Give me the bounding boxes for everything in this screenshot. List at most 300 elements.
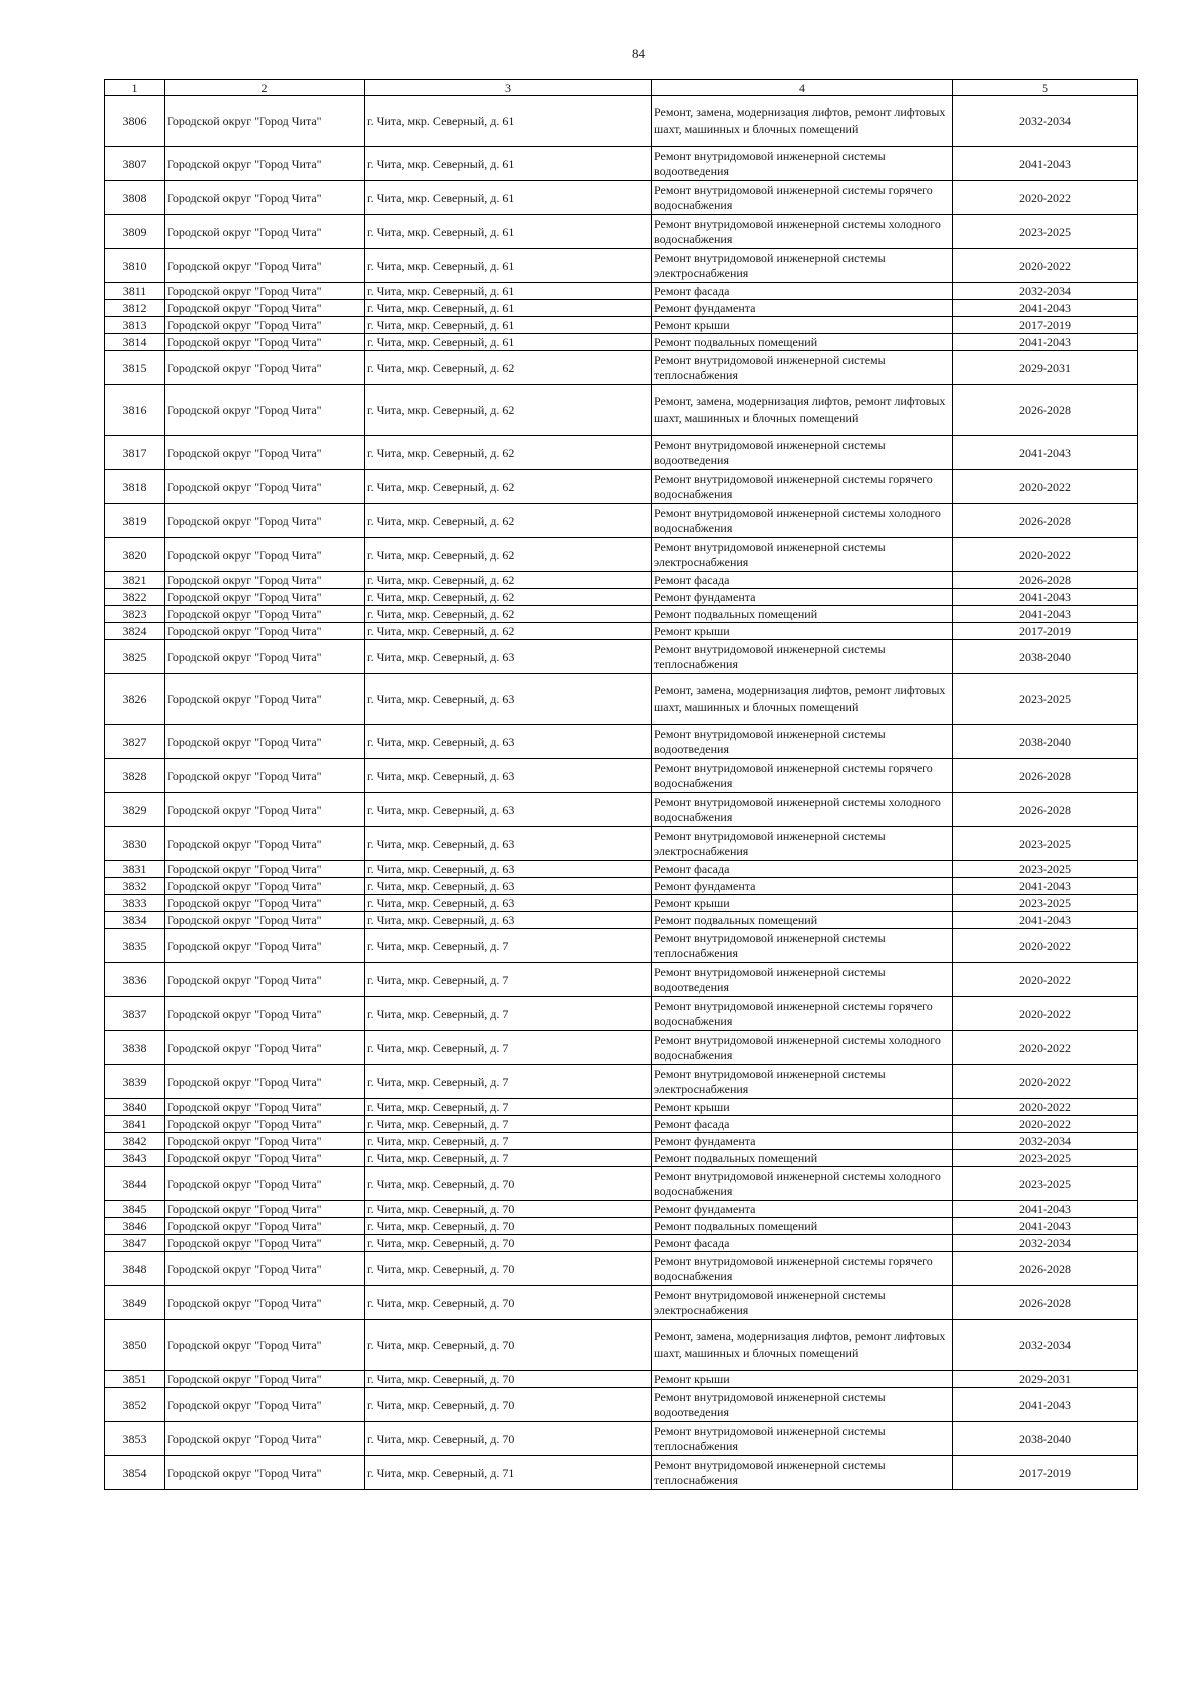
- table-row: [105, 878, 1138, 895]
- table-row: [105, 759, 1138, 793]
- table-row: [105, 351, 1138, 385]
- district-cell: Городской округ "Город Чита": [165, 827, 365, 861]
- work-type-cell: Ремонт подвальных помещений: [652, 334, 953, 351]
- row-number: 3814: [105, 334, 165, 351]
- period-cell: 2041-2043: [953, 436, 1138, 470]
- address-cell: г. Чита, мкр. Северный, д. 62: [365, 606, 652, 623]
- work-type-cell: Ремонт внутридомовой инженерной системы горячего водоснабжения: [652, 997, 953, 1031]
- table-row: [105, 725, 1138, 759]
- table-row: [105, 572, 1138, 589]
- row-number: 3808: [105, 181, 165, 215]
- work-type-cell: Ремонт внутридомовой инженерной системы теплоснабжения: [652, 351, 953, 385]
- column-header: 2: [165, 80, 365, 96]
- table-row: [105, 385, 1138, 436]
- period-cell: 2041-2043: [953, 912, 1138, 929]
- work-type-cell: Ремонт фундамента: [652, 300, 953, 317]
- table-row: [105, 929, 1138, 963]
- address-cell: г. Чита, мкр. Северный, д. 70: [365, 1167, 652, 1201]
- table-row: [105, 912, 1138, 929]
- district-cell: Городской округ "Город Чита": [165, 997, 365, 1031]
- table-row: [105, 674, 1138, 725]
- work-type-cell: Ремонт внутридомовой инженерной системы электроснабжения: [652, 827, 953, 861]
- district-cell: Городской округ "Город Чита": [165, 1218, 365, 1235]
- district-cell: Городской округ "Город Чита": [165, 640, 365, 674]
- work-type-cell: Ремонт фундамента: [652, 1201, 953, 1218]
- row-number: 3806: [105, 96, 165, 147]
- district-cell: Городской округ "Город Чита": [165, 929, 365, 963]
- row-number: 3824: [105, 623, 165, 640]
- address-cell: г. Чита, мкр. Северный, д. 61: [365, 317, 652, 334]
- table-row: [105, 1133, 1138, 1150]
- work-type-cell: Ремонт внутридомовой инженерной системы водоотведения: [652, 436, 953, 470]
- district-cell: Городской округ "Город Чита": [165, 1235, 365, 1252]
- row-number: 3831: [105, 861, 165, 878]
- address-cell: г. Чита, мкр. Северный, д. 63: [365, 759, 652, 793]
- column-header: 3: [365, 80, 652, 96]
- work-type-cell: Ремонт крыши: [652, 1371, 953, 1388]
- district-cell: Городской округ "Город Чита": [165, 1320, 365, 1371]
- row-number: 3826: [105, 674, 165, 725]
- row-number: 3819: [105, 504, 165, 538]
- table-body: [105, 80, 1138, 1490]
- period-cell: 2041-2043: [953, 334, 1138, 351]
- work-type-cell: Ремонт внутридомовой инженерной системы холодного водоснабжения: [652, 504, 953, 538]
- period-cell: 2020-2022: [953, 1099, 1138, 1116]
- work-type-cell: Ремонт внутридомовой инженерной системы холодного водоснабжения: [652, 1031, 953, 1065]
- row-number: 3811: [105, 283, 165, 300]
- row-number: 3854: [105, 1456, 165, 1490]
- row-number: 3818: [105, 470, 165, 504]
- address-cell: г. Чита, мкр. Северный, д. 62: [365, 470, 652, 504]
- work-type-cell: Ремонт внутридомовой инженерной системы водоотведения: [652, 147, 953, 181]
- row-number: 3821: [105, 572, 165, 589]
- period-cell: 2026-2028: [953, 1286, 1138, 1320]
- district-cell: Городской округ "Город Чита": [165, 759, 365, 793]
- address-cell: г. Чита, мкр. Северный, д. 61: [365, 334, 652, 351]
- address-cell: г. Чита, мкр. Северный, д. 63: [365, 827, 652, 861]
- address-cell: г. Чита, мкр. Северный, д. 61: [365, 215, 652, 249]
- period-cell: 2023-2025: [953, 895, 1138, 912]
- row-number: 3846: [105, 1218, 165, 1235]
- district-cell: Городской округ "Город Чита": [165, 589, 365, 606]
- address-cell: г. Чита, мкр. Северный, д. 61: [365, 283, 652, 300]
- repair-schedule-table: [104, 79, 1138, 1490]
- work-type-cell: Ремонт внутридомовой инженерной системы горячего водоснабжения: [652, 470, 953, 504]
- table-row: [105, 1167, 1138, 1201]
- district-cell: Городской округ "Город Чита": [165, 1116, 365, 1133]
- row-number: 3823: [105, 606, 165, 623]
- period-cell: 2029-2031: [953, 351, 1138, 385]
- district-cell: Городской округ "Город Чита": [165, 538, 365, 572]
- address-cell: г. Чита, мкр. Северный, д. 62: [365, 572, 652, 589]
- table-row: [105, 504, 1138, 538]
- period-cell: 2023-2025: [953, 861, 1138, 878]
- work-type-cell: Ремонт фасада: [652, 1235, 953, 1252]
- address-cell: г. Чита, мкр. Северный, д. 62: [365, 385, 652, 436]
- district-cell: Городской округ "Город Чита": [165, 572, 365, 589]
- row-number: 3845: [105, 1201, 165, 1218]
- work-type-cell: Ремонт внутридомовой инженерной системы электроснабжения: [652, 249, 953, 283]
- work-type-cell: Ремонт, замена, модернизация лифтов, ремонт лифтовых шахт, машинных и блочных помещений: [652, 385, 953, 436]
- work-type-cell: Ремонт внутридомовой инженерной системы теплоснабжения: [652, 1456, 953, 1490]
- work-type-cell: Ремонт подвальных помещений: [652, 606, 953, 623]
- row-number: 3809: [105, 215, 165, 249]
- period-cell: 2020-2022: [953, 1065, 1138, 1099]
- row-number: 3841: [105, 1116, 165, 1133]
- table-row: [105, 1388, 1138, 1422]
- work-type-cell: Ремонт крыши: [652, 317, 953, 334]
- table-row: [105, 147, 1138, 181]
- work-type-cell: Ремонт, замена, модернизация лифтов, ремонт лифтовых шахт, машинных и блочных помещений: [652, 96, 953, 147]
- district-cell: Городской округ "Город Чита": [165, 215, 365, 249]
- address-cell: г. Чита, мкр. Северный, д. 61: [365, 249, 652, 283]
- district-cell: Городской округ "Город Чита": [165, 1167, 365, 1201]
- period-cell: 2026-2028: [953, 759, 1138, 793]
- period-cell: 2020-2022: [953, 470, 1138, 504]
- row-number: 3807: [105, 147, 165, 181]
- address-cell: г. Чита, мкр. Северный, д. 70: [365, 1286, 652, 1320]
- period-cell: 2041-2043: [953, 1388, 1138, 1422]
- work-type-cell: Ремонт внутридомовой инженерной системы теплоснабжения: [652, 640, 953, 674]
- work-type-cell: Ремонт внутридомовой инженерной системы водоотведения: [652, 963, 953, 997]
- address-cell: г. Чита, мкр. Северный, д. 62: [365, 351, 652, 385]
- district-cell: Городской округ "Город Чита": [165, 878, 365, 895]
- district-cell: Городской округ "Город Чита": [165, 793, 365, 827]
- period-cell: 2020-2022: [953, 929, 1138, 963]
- period-cell: 2038-2040: [953, 1422, 1138, 1456]
- district-cell: Городской округ "Город Чита": [165, 300, 365, 317]
- row-number: 3829: [105, 793, 165, 827]
- row-number: 3849: [105, 1286, 165, 1320]
- work-type-cell: Ремонт фасада: [652, 572, 953, 589]
- row-number: 3843: [105, 1150, 165, 1167]
- period-cell: 2020-2022: [953, 538, 1138, 572]
- table-row: [105, 249, 1138, 283]
- period-cell: 2023-2025: [953, 1150, 1138, 1167]
- district-cell: Городской округ "Город Чита": [165, 96, 365, 147]
- work-type-cell: Ремонт внутридомовой инженерной системы водоотведения: [652, 725, 953, 759]
- row-number: 3847: [105, 1235, 165, 1252]
- row-number: 3852: [105, 1388, 165, 1422]
- district-cell: Городской округ "Город Чита": [165, 606, 365, 623]
- address-cell: г. Чита, мкр. Северный, д. 70: [365, 1371, 652, 1388]
- row-number: 3836: [105, 963, 165, 997]
- address-cell: г. Чита, мкр. Северный, д. 7: [365, 997, 652, 1031]
- work-type-cell: Ремонт фасада: [652, 861, 953, 878]
- work-type-cell: Ремонт внутридомовой инженерной системы холодного водоснабжения: [652, 215, 953, 249]
- period-cell: 2023-2025: [953, 827, 1138, 861]
- row-number: 3812: [105, 300, 165, 317]
- address-cell: г. Чита, мкр. Северный, д. 70: [365, 1320, 652, 1371]
- table-row: [105, 334, 1138, 351]
- work-type-cell: Ремонт внутридомовой инженерной системы водоотведения: [652, 1388, 953, 1422]
- table-row: [105, 1422, 1138, 1456]
- address-cell: г. Чита, мкр. Северный, д. 71: [365, 1456, 652, 1490]
- address-cell: г. Чита, мкр. Северный, д. 7: [365, 1031, 652, 1065]
- row-number: 3839: [105, 1065, 165, 1099]
- district-cell: Городской округ "Город Чита": [165, 1388, 365, 1422]
- period-cell: 2026-2028: [953, 1252, 1138, 1286]
- table-row: [105, 470, 1138, 504]
- address-cell: г. Чита, мкр. Северный, д. 7: [365, 1065, 652, 1099]
- column-header: 1: [105, 80, 165, 96]
- column-header: 4: [652, 80, 953, 96]
- district-cell: Городской округ "Город Чита": [165, 504, 365, 538]
- table-row: [105, 1201, 1138, 1218]
- address-cell: г. Чита, мкр. Северный, д. 62: [365, 623, 652, 640]
- address-cell: г. Чита, мкр. Северный, д. 62: [365, 436, 652, 470]
- work-type-cell: Ремонт подвальных помещений: [652, 1150, 953, 1167]
- district-cell: Городской округ "Город Чита": [165, 1065, 365, 1099]
- address-cell: г. Чита, мкр. Северный, д. 7: [365, 963, 652, 997]
- table-row: [105, 1031, 1138, 1065]
- table-row: [105, 1150, 1138, 1167]
- table-row: [105, 997, 1138, 1031]
- district-cell: Городской округ "Город Чита": [165, 861, 365, 878]
- district-cell: Городской округ "Город Чита": [165, 725, 365, 759]
- period-cell: 2032-2034: [953, 283, 1138, 300]
- district-cell: Городской округ "Город Чита": [165, 912, 365, 929]
- column-header: 5: [953, 80, 1138, 96]
- district-cell: Городской округ "Город Чита": [165, 1031, 365, 1065]
- work-type-cell: Ремонт, замена, модернизация лифтов, ремонт лифтовых шахт, машинных и блочных помещений: [652, 1320, 953, 1371]
- district-cell: Городской округ "Город Чита": [165, 1286, 365, 1320]
- period-cell: 2023-2025: [953, 674, 1138, 725]
- period-cell: 2041-2043: [953, 147, 1138, 181]
- table-row: [105, 827, 1138, 861]
- period-cell: 2020-2022: [953, 1031, 1138, 1065]
- address-cell: г. Чита, мкр. Северный, д. 63: [365, 861, 652, 878]
- work-type-cell: Ремонт крыши: [652, 623, 953, 640]
- row-number: 3842: [105, 1133, 165, 1150]
- district-cell: Городской округ "Город Чита": [165, 895, 365, 912]
- table-row: [105, 589, 1138, 606]
- table-row: [105, 538, 1138, 572]
- district-cell: Городской округ "Город Чита": [165, 1133, 365, 1150]
- row-number: 3827: [105, 725, 165, 759]
- district-cell: Городской округ "Город Чита": [165, 623, 365, 640]
- address-cell: г. Чита, мкр. Северный, д. 70: [365, 1218, 652, 1235]
- address-cell: г. Чита, мкр. Северный, д. 61: [365, 181, 652, 215]
- work-type-cell: Ремонт внутридомовой инженерной системы электроснабжения: [652, 1065, 953, 1099]
- table-row: [105, 895, 1138, 912]
- address-cell: г. Чита, мкр. Северный, д. 61: [365, 96, 652, 147]
- table-row: [105, 1371, 1138, 1388]
- address-cell: г. Чита, мкр. Северный, д. 62: [365, 538, 652, 572]
- work-type-cell: Ремонт внутридомовой инженерной системы теплоснабжения: [652, 929, 953, 963]
- address-cell: г. Чита, мкр. Северный, д. 61: [365, 300, 652, 317]
- table-row: [105, 623, 1138, 640]
- period-cell: 2023-2025: [953, 215, 1138, 249]
- row-number: 3820: [105, 538, 165, 572]
- table-row: [105, 606, 1138, 623]
- period-cell: 2020-2022: [953, 181, 1138, 215]
- table-row: [105, 1456, 1138, 1490]
- period-cell: 2026-2028: [953, 793, 1138, 827]
- district-cell: Городской округ "Город Чита": [165, 249, 365, 283]
- row-number: 3851: [105, 1371, 165, 1388]
- row-number: 3813: [105, 317, 165, 334]
- work-type-cell: Ремонт крыши: [652, 1099, 953, 1116]
- table-row: [105, 300, 1138, 317]
- address-cell: г. Чита, мкр. Северный, д. 7: [365, 1133, 652, 1150]
- period-cell: 2041-2043: [953, 589, 1138, 606]
- work-type-cell: Ремонт внутридомовой инженерной системы электроснабжения: [652, 538, 953, 572]
- address-cell: г. Чита, мкр. Северный, д. 63: [365, 878, 652, 895]
- district-cell: Городской округ "Город Чита": [165, 1201, 365, 1218]
- district-cell: Городской округ "Город Чита": [165, 1456, 365, 1490]
- address-cell: г. Чита, мкр. Северный, д. 63: [365, 793, 652, 827]
- period-cell: 2017-2019: [953, 623, 1138, 640]
- work-type-cell: Ремонт внутридомовой инженерной системы горячего водоснабжения: [652, 181, 953, 215]
- work-type-cell: Ремонт внутридомовой инженерной системы горячего водоснабжения: [652, 759, 953, 793]
- district-cell: Городской округ "Город Чита": [165, 334, 365, 351]
- row-number: 3810: [105, 249, 165, 283]
- row-number: 3825: [105, 640, 165, 674]
- work-type-cell: Ремонт внутридомовой инженерной системы электроснабжения: [652, 1286, 953, 1320]
- period-cell: 2041-2043: [953, 606, 1138, 623]
- table-row: [105, 96, 1138, 147]
- district-cell: Городской округ "Город Чита": [165, 1150, 365, 1167]
- row-number: 3822: [105, 589, 165, 606]
- period-cell: 2038-2040: [953, 640, 1138, 674]
- period-cell: 2026-2028: [953, 385, 1138, 436]
- address-cell: г. Чита, мкр. Северный, д. 61: [365, 147, 652, 181]
- work-type-cell: Ремонт подвальных помещений: [652, 1218, 953, 1235]
- period-cell: 2026-2028: [953, 504, 1138, 538]
- period-cell: 2020-2022: [953, 249, 1138, 283]
- table-row: [105, 793, 1138, 827]
- period-cell: 2032-2034: [953, 1133, 1138, 1150]
- work-type-cell: Ремонт фундамента: [652, 589, 953, 606]
- address-cell: г. Чита, мкр. Северный, д. 70: [365, 1388, 652, 1422]
- row-number: 3837: [105, 997, 165, 1031]
- table-row: [105, 1099, 1138, 1116]
- address-cell: г. Чита, мкр. Северный, д. 70: [365, 1252, 652, 1286]
- work-type-cell: Ремонт внутридомовой инженерной системы холодного водоснабжения: [652, 1167, 953, 1201]
- address-cell: г. Чита, мкр. Северный, д. 7: [365, 1099, 652, 1116]
- table-row: [105, 436, 1138, 470]
- row-number: 3817: [105, 436, 165, 470]
- row-number: 3834: [105, 912, 165, 929]
- address-cell: г. Чита, мкр. Северный, д. 63: [365, 895, 652, 912]
- period-cell: 2026-2028: [953, 572, 1138, 589]
- address-cell: г. Чита, мкр. Северный, д. 7: [365, 929, 652, 963]
- address-cell: г. Чита, мкр. Северный, д. 70: [365, 1235, 652, 1252]
- work-type-cell: Ремонт подвальных помещений: [652, 912, 953, 929]
- address-cell: г. Чита, мкр. Северный, д. 7: [365, 1116, 652, 1133]
- row-number: 3830: [105, 827, 165, 861]
- table-row: [105, 181, 1138, 215]
- district-cell: Городской округ "Город Чита": [165, 674, 365, 725]
- table-row: [105, 1286, 1138, 1320]
- district-cell: Городской округ "Город Чита": [165, 1252, 365, 1286]
- district-cell: Городской округ "Город Чита": [165, 181, 365, 215]
- table-row: [105, 963, 1138, 997]
- period-cell: 2032-2034: [953, 1235, 1138, 1252]
- period-cell: 2041-2043: [953, 1201, 1138, 1218]
- row-number: 3848: [105, 1252, 165, 1286]
- work-type-cell: Ремонт крыши: [652, 895, 953, 912]
- address-cell: г. Чита, мкр. Северный, д. 63: [365, 640, 652, 674]
- address-cell: г. Чита, мкр. Северный, д. 63: [365, 674, 652, 725]
- period-cell: 2041-2043: [953, 878, 1138, 895]
- district-cell: Городской округ "Город Чита": [165, 470, 365, 504]
- period-cell: 2032-2034: [953, 1320, 1138, 1371]
- table-row: [105, 1320, 1138, 1371]
- row-number: 3853: [105, 1422, 165, 1456]
- period-cell: 2017-2019: [953, 1456, 1138, 1490]
- table-row: [105, 1116, 1138, 1133]
- row-number: 3850: [105, 1320, 165, 1371]
- work-type-cell: Ремонт фундамента: [652, 1133, 953, 1150]
- work-type-cell: Ремонт внутридомовой инженерной системы горячего водоснабжения: [652, 1252, 953, 1286]
- period-cell: 2032-2034: [953, 96, 1138, 147]
- district-cell: Городской округ "Город Чита": [165, 283, 365, 300]
- work-type-cell: Ремонт, замена, модернизация лифтов, ремонт лифтовых шахт, машинных и блочных помещений: [652, 674, 953, 725]
- district-cell: Городской округ "Город Чита": [165, 147, 365, 181]
- district-cell: Городской округ "Город Чита": [165, 1371, 365, 1388]
- address-cell: г. Чита, мкр. Северный, д. 62: [365, 589, 652, 606]
- table-header-row: [105, 80, 1138, 96]
- table-row: [105, 1218, 1138, 1235]
- address-cell: г. Чита, мкр. Северный, д. 63: [365, 725, 652, 759]
- period-cell: 2020-2022: [953, 997, 1138, 1031]
- page-number: 84: [632, 46, 645, 61]
- district-cell: Городской округ "Город Чита": [165, 385, 365, 436]
- row-number: 3833: [105, 895, 165, 912]
- period-cell: 2023-2025: [953, 1167, 1138, 1201]
- period-cell: 2038-2040: [953, 725, 1138, 759]
- row-number: 3832: [105, 878, 165, 895]
- work-type-cell: Ремонт внутридомовой инженерной системы холодного водоснабжения: [652, 793, 953, 827]
- period-cell: 2029-2031: [953, 1371, 1138, 1388]
- table-row: [105, 317, 1138, 334]
- address-cell: г. Чита, мкр. Северный, д. 63: [365, 912, 652, 929]
- period-cell: 2041-2043: [953, 300, 1138, 317]
- row-number: 3840: [105, 1099, 165, 1116]
- table-row: [105, 215, 1138, 249]
- district-cell: Городской округ "Город Чита": [165, 1099, 365, 1116]
- address-cell: г. Чита, мкр. Северный, д. 7: [365, 1150, 652, 1167]
- table-row: [105, 640, 1138, 674]
- district-cell: Городской округ "Город Чита": [165, 351, 365, 385]
- district-cell: Городской округ "Город Чита": [165, 1422, 365, 1456]
- address-cell: г. Чита, мкр. Северный, д. 70: [365, 1201, 652, 1218]
- table-row: [105, 283, 1138, 300]
- table-row: [105, 861, 1138, 878]
- row-number: 3815: [105, 351, 165, 385]
- period-cell: 2020-2022: [953, 963, 1138, 997]
- row-number: 3828: [105, 759, 165, 793]
- address-cell: г. Чита, мкр. Северный, д. 70: [365, 1422, 652, 1456]
- district-cell: Городской округ "Город Чита": [165, 436, 365, 470]
- district-cell: Городской округ "Город Чита": [165, 317, 365, 334]
- work-type-cell: Ремонт фундамента: [652, 878, 953, 895]
- district-cell: Городской округ "Город Чита": [165, 963, 365, 997]
- period-cell: 2041-2043: [953, 1218, 1138, 1235]
- table-row: [105, 1235, 1138, 1252]
- work-type-cell: Ремонт фасада: [652, 283, 953, 300]
- work-type-cell: Ремонт внутридомовой инженерной системы теплоснабжения: [652, 1422, 953, 1456]
- table-row: [105, 1065, 1138, 1099]
- row-number: 3838: [105, 1031, 165, 1065]
- address-cell: г. Чита, мкр. Северный, д. 62: [365, 504, 652, 538]
- row-number: 3816: [105, 385, 165, 436]
- work-type-cell: Ремонт фасада: [652, 1116, 953, 1133]
- row-number: 3835: [105, 929, 165, 963]
- table-row: [105, 1252, 1138, 1286]
